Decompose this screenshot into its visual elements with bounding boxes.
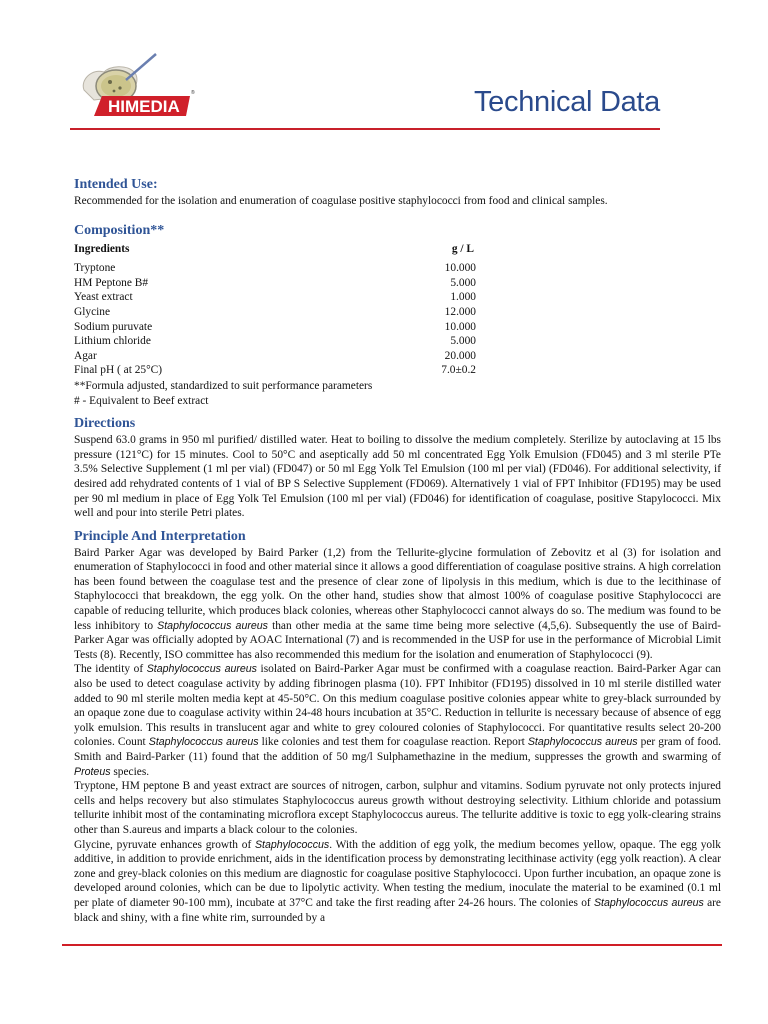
intended-use-heading: Intended Use: (74, 177, 158, 192)
principle-paragraph-3: Tryptone, HM peptone B and yeast extract are sources of nitrogen, carbon, sulphur and vitamins. Sodium pyruvate not only protects injured cells and helps recovery but also stimulates Staphylococcus aureus growth without destroying selectivity. Lithium chloride and potassium tellurite inhibit most of the contaminating microflora except Staphylococcus aureus. The tellurite additive is toxic to egg yolk-clearing strains other than S.aureus and imparts a black colour to the colonies. (74, 780, 721, 836)
table-row: HM Peptone B# 5.000 (74, 276, 476, 289)
document-body (74, 176, 721, 925)
composition-heading: Composition** (74, 222, 165, 238)
brand-text: HIMEDIA (108, 97, 180, 116)
formula-note: **Formula adjusted, standardized to suit performance parameters (74, 379, 373, 392)
intended-use-section (74, 176, 721, 209)
principle-paragraph-1: Baird Parker Agar was developed by Baird Parker (1,2) from the Tellurite-glycine formulation of Zebovitz et al (3) for isolation and enumeration of Staphylococci in food and other material since it allows a good differentiation of coagulase positive strains. A high correlation has been found between the coagulase test and the presence of clear zone of lipolysis in this medium, which is due to the lecithinase of Staphylococci that breakdown, the egg yolk. On the other hand, studies show that almost 100% of coagulase positive Staphylococci are capable of reducing tellurite, which produces black colonies, whereas other Staphylococci cannot always do so. The medium was found to be less inhibitory to Staphylococcus aureus than other media at the same time being more selective (4,5,6). Subsequently the use of Baird-Parker Agar was officially adopted by AOAC International (7) and is recommended in the USP for use in the performance of Microbial Limit Tests (8). Recently, ISO committee has also recommended this medium for the isolation and enumeration of Staphylococci (9). (74, 546, 721, 661)
page-title: Technical Data (473, 86, 660, 118)
directions-text: Suspend 63.0 grams in 950 ml purified/ distilled water. Heat to boiling to dissolve the medium completely. Sterilize by autoclaving at 15 lbs pressure (121°C) for 15 minutes. Cool to 50°C and aseptically add 50 ml concentrated Egg Yolk Emulsion (FD045) and 3 ml sterile PTe 3.5% Selective Supplement (1 ml per vial) (FD047) or 50 ml Egg Yolk Tel Emulsion (100 ml per vial) (FD046). For additional selectivity, if desired add rehydrated contents of 1 vial of BP S Selective Supplement (FD069). Alternatively 1 vial of FPT Inhibitor (FD195) may be used per 90 ml medium in place of Egg Yolk Tel Emulsion (100 ml per vial) (FD046) for identification of coagulase, positive Stapylococci. Mix well and pour into sterile Petri plates. (74, 434, 721, 520)
table-row: Final pH ( at 25°C) 7.0±0.2 (74, 364, 476, 377)
table-row: Glycine 12.000 (74, 305, 476, 318)
footer-divider (62, 944, 722, 946)
directions-section (74, 415, 721, 521)
genus-name: Staphylococcus (254, 838, 330, 851)
table-row: Sodium puruvate 10.000 (74, 320, 476, 333)
species-name: Staphylococcus aureus (146, 663, 257, 676)
composition-header-row (74, 242, 476, 262)
unit-header: g / L (451, 242, 474, 255)
svg-text:®: ® (191, 90, 195, 96)
principle-paragraph-4: Glycine, pyruvate enhances growth of Staphylococcus. With the addition of egg yolk, the medium becomes yellow, opaque. The egg yolk additive, in addition to provide enrichment, aids in the identification process by demonstrating lecithinase activity (egg yolk reaction). A clear zone and grey-black colonies on this medium are diagnostic for coagulase positive Staphylococci. Upon further incubation, an opaque zone is developed around colonies, which can be due to lipolytic activity. When testing the medium, inoculate the material to be examined (0.1 ml per plate of diameter 90-100 mm), incubate at 37°C and take the first reading after 24-26 hours. The colonies of Staphylococcus aureus are black and shiny, with a fine white rim, surrounded by a (74, 838, 721, 924)
table-row: Yeast extract 1.000 (74, 291, 476, 304)
species-name: Staphylococcus aureus (157, 619, 268, 632)
composition-section (74, 222, 721, 409)
species-name: Staphylococcus aureus (593, 896, 704, 909)
ingredients-header: Ingredients (74, 242, 130, 255)
principle-section (74, 528, 721, 925)
table-row: Lithium chloride 5.000 (74, 335, 476, 348)
table-row: Agar 20.000 (74, 349, 476, 362)
table-row: Tryptone 10.000 (74, 262, 476, 275)
intended-use-text: Recommended for the isolation and enumeration of coagulase positive staphylococci from food and clinical samples. (74, 195, 608, 207)
species-name: Staphylococcus aureus (148, 736, 259, 749)
composition-table (74, 242, 476, 378)
principle-paragraph-2: The identity of Staphylococcus aureus isolated on Baird-Parker Agar must be confirmed with a coagulase reaction. Baird-Parker Agar can also be used to detect coagulase activity by adding fibrinogen plasma (10). FPT Inhibitor (FD195) dissolved in 10 ml sterile distilled water added to 90 ml sterile molten media kept at 45-50°C. On this medium coagulase positive colonies appear white to grey-black surrounded by an opaque zone due to coagulase activity within 24-48 hours incubation at 35°C. Reduction in tellurite is necessary because of absence of egg yolk emulsion. This results in translucent agar and white to grey coloured colonies of Staphylococci. For quantitative results select 20-200 colonies. Count Staphylococcus aureus like colonies and test them for coagulase reaction. Report Staphylococcus aureus per gram of food. Smith and Baird-Parker (11) found that the addition of 50 mg/l Sulphamethazine in the medium, suppresses the growth and swarming of Proteus species. (74, 663, 721, 778)
equivalent-note: # - Equivalent to Beef extract (74, 394, 209, 407)
principle-heading: Principle And Interpretation (74, 528, 246, 544)
directions-heading: Directions (74, 416, 136, 432)
species-name: Staphylococcus aureus (527, 736, 638, 749)
header-divider (70, 128, 660, 130)
himedia-logo (74, 50, 254, 130)
genus-name: Proteus (74, 765, 111, 778)
